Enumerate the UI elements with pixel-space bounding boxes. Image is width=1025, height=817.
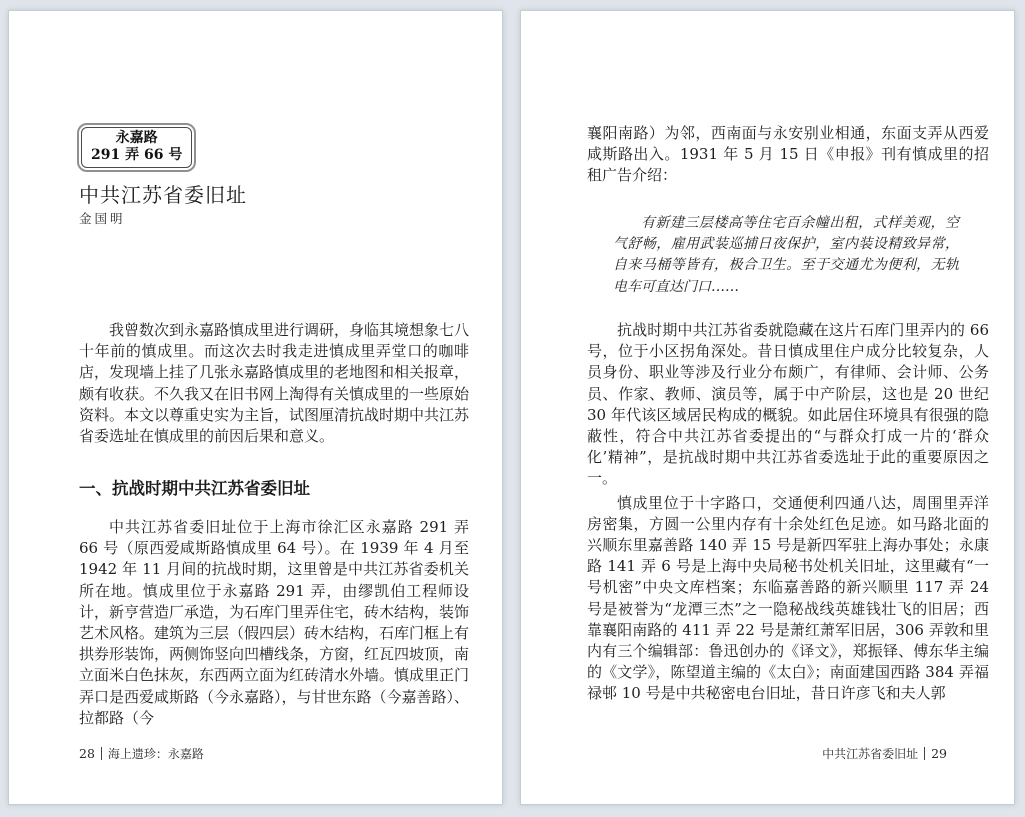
chapter-title: 中共江苏省委旧址 xyxy=(822,747,919,761)
address-badge xyxy=(77,123,196,172)
badge-street: 永嘉路 xyxy=(115,130,158,146)
advertisement-quote: 有新建三层楼高等住宅百余幢出租，式样美观，空气舒畅，雇用武装巡捕日夜保护，室内装设精致异常，自来马桶等皆有，极合卫生。至于交通尤为便利，无轨电车可直达门口…… xyxy=(613,215,959,295)
paragraph-group xyxy=(587,320,989,705)
article-author: 金国明 xyxy=(79,211,126,226)
paragraph-continuation: 襄阳南路）为邻，西南面与永安别业相通，东面支弄从西爱咸斯路出入。1931 年 5 月 15 日《申报》刊有慎成里的招租广告介绍： xyxy=(587,124,989,185)
paragraph-residents: 抗战时期中共江苏省委就隐藏在这片石库门里弄内的 66 号，位于小区拐角深处。昔日慎成里住户成分比较复杂，人员身份、职业等涉及行业分布颇广，有律师、会计师、公务员、作家、教师、演员等，属于中产阶层，这也是 20 世纪 30 年代该区域居民构成的概貌。如此居住环境具有很强的隐蔽性，符合中共江苏省委提出的“与群众打成一片的‘群众化’精神”，是抗战时期中共江苏省委选址于此的重要原因之一。 xyxy=(587,321,989,488)
book-title: 海上遗珍：永嘉路 xyxy=(107,747,204,761)
page-number-left: 28 xyxy=(79,746,95,761)
article-title: 中共江苏省委旧址 xyxy=(79,183,247,207)
footer-divider xyxy=(924,747,925,760)
address-badge-frame xyxy=(81,127,192,168)
page-right xyxy=(520,10,1015,805)
section-heading: 一、抗战时期中共江苏省委旧址 xyxy=(79,479,310,498)
footer-left xyxy=(79,746,204,762)
paragraph-location: 中共江苏省委旧址位于上海市徐汇区永嘉路 291 弄 66 号（原西爱咸斯路慎成里 64 号）。在 1939 年 4 月至 1942 年 11 月间的抗战时期，这里曾是中共江苏省委机关所在地。慎成里位于永嘉路 291 弄，由缪凯伯工程师设计，新亨营造厂承造，为石库门里弄住宅，砖木结构，装饰艺术风格。建筑为三层（假四层）砖木结构，石库门框上有拱券形装饰，两侧饰竖向凹槽线条，方窗，红瓦四坡顶，南立面米白色抹灰，东西两立面为红砖清水外墙。慎成里正门弄口是西爱咸斯路（今永嘉路），与甘世东路（今嘉善路）、拉都路（今 xyxy=(79,518,470,727)
footer-divider xyxy=(101,747,102,760)
page-left xyxy=(8,10,503,805)
footer-right xyxy=(822,746,947,762)
paragraph-surroundings: 慎成里位于十字路口，交通便利四通八达，周围里弄洋房密集，方圆一公里内存有十余处红色足迹。如马路北面的兴顺东里嘉善路 140 弄 15 号是新四军驻上海办事处；永康路 141 弄 6 号是上海中央局秘书处机关旧址，这里藏有“一号机密”中央文库档案；东临嘉善路的新兴顺里 117 弄 24 号是被誉为“龙潭三杰”之一隐秘战线英雄钱壮飞的旧居；西靠襄阳南路的 411 弄 22 号是萧红萧军旧居，306 弄敦和里内有三个编辑部：鲁迅创办的《译文》，郑振铎、傅东华主编的《文学》，陈望道主编的《太白》；南面建国西路 384 弄福禄邨 10 号是中共秘密电台旧址，昔日许彦飞和夫人郭 xyxy=(587,493,989,703)
page-number-right: 29 xyxy=(931,746,947,761)
paragraph-intro: 我曾数次到永嘉路慎成里进行调研，身临其境想象七八十年前的慎成里。而这次去时我走进慎成里弄堂口的咖啡店，发现墙上挂了几张永嘉路慎成里的老地图和相关报章，颇有收获。不久我又在旧书网上淘得有关慎成里的一些原始资料。本文以尊重史实为主旨，试图厘清抗战时期中共江苏省委选址在慎成里的前因后果和意义。 xyxy=(79,321,470,446)
badge-number: 291 弄 66 号 xyxy=(91,147,183,163)
